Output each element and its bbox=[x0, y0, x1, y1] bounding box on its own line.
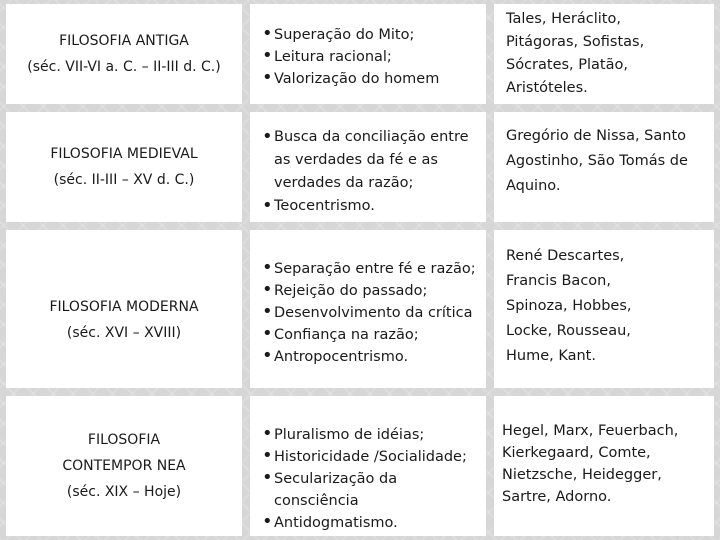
philosopher-line: Agostinho, São Tomás de bbox=[506, 153, 688, 169]
features-cell bbox=[250, 4, 486, 104]
feature-item: • Historicidade /Socialidade; bbox=[262, 446, 486, 468]
philosopher-line: Aristóteles. bbox=[506, 80, 588, 96]
philosopher-line: Hegel, Marx, Feuerbach, bbox=[502, 423, 679, 439]
feature-item: • Secularização da consciência bbox=[262, 468, 486, 512]
features-cell bbox=[250, 112, 486, 222]
philosopher-line: Spinoza, Hobbes, bbox=[506, 298, 632, 314]
feature-item: • Teocentrismo. bbox=[262, 195, 478, 218]
period-cell bbox=[6, 230, 242, 388]
period-dates: (séc. VII-VI a. C. – II-III d. C.) bbox=[27, 59, 221, 75]
feature-item: • Leitura racional; bbox=[262, 46, 486, 68]
philosophers-cell bbox=[494, 112, 714, 222]
period-name-line2: CONTEMPOR NEA bbox=[62, 458, 186, 474]
philosopher-line: Sartre, Adorno. bbox=[502, 489, 612, 505]
period-name: FILOSOFIA MEDIEVAL bbox=[50, 146, 198, 162]
philosopher-line: Hume, Kant. bbox=[506, 348, 596, 364]
philosopher-line: Gregório de Nissa, Santo bbox=[506, 128, 687, 144]
period-cell bbox=[6, 396, 242, 536]
period-name: FILOSOFIA bbox=[87, 432, 161, 448]
philosopher-line: Aquino. bbox=[506, 178, 561, 194]
feature-item: • Rejeição do passado; bbox=[262, 280, 486, 302]
feature-item: • Superação do Mito; bbox=[262, 24, 486, 46]
features-cell bbox=[250, 230, 486, 388]
feature-item: • Desenvolvimento da crítica bbox=[262, 302, 486, 324]
philosopher-line: Sócrates, Platão, bbox=[506, 57, 628, 73]
philosopher-line: Locke, Rousseau, bbox=[506, 323, 631, 339]
table-row-contemporanea bbox=[0, 396, 720, 536]
philosopher-line: Tales, Heráclito, bbox=[506, 11, 621, 27]
table-row-medieval bbox=[0, 112, 720, 222]
feature-item: • Separação entre fé e razão; bbox=[262, 258, 486, 280]
table-row-antiga bbox=[0, 4, 720, 104]
philosopher-line: Nietzsche, Heidegger, bbox=[502, 467, 662, 483]
philosopher-line: René Descartes, bbox=[506, 248, 625, 264]
period-dates: (séc. XVI – XVIII) bbox=[66, 325, 182, 341]
feature-item: • Confiança na razão; bbox=[262, 324, 486, 346]
philosopher-line: Kierkegaard, Comte, bbox=[502, 445, 651, 461]
philosopher-line: Francis Bacon, bbox=[506, 273, 611, 289]
features-cell bbox=[250, 396, 486, 536]
feature-item: • Valorização do homem bbox=[262, 68, 486, 90]
table-row-moderna bbox=[0, 230, 720, 388]
philosophers-cell bbox=[494, 4, 714, 104]
feature-item: • Pluralismo de idéias; bbox=[262, 424, 486, 446]
philosophers-cell bbox=[494, 396, 714, 536]
period-name: FILOSOFIA MODERNA bbox=[49, 299, 199, 315]
period-dates: (séc. II-III – XV d. C.) bbox=[53, 172, 195, 188]
feature-item: • Antropocentrismo. bbox=[262, 346, 486, 368]
philosopher-line: Pitágoras, Sofistas, bbox=[506, 34, 645, 50]
period-dates: (séc. XIX – Hoje) bbox=[66, 484, 182, 500]
philosophers-cell bbox=[494, 230, 714, 388]
feature-item: • Busca da conciliação entre as verdades da fé e as verdades da razão; bbox=[262, 126, 478, 195]
period-cell bbox=[6, 4, 242, 104]
feature-item: • Antidogmatismo. bbox=[262, 512, 486, 534]
period-name: FILOSOFIA ANTIGA bbox=[59, 33, 189, 49]
period-cell bbox=[6, 112, 242, 222]
